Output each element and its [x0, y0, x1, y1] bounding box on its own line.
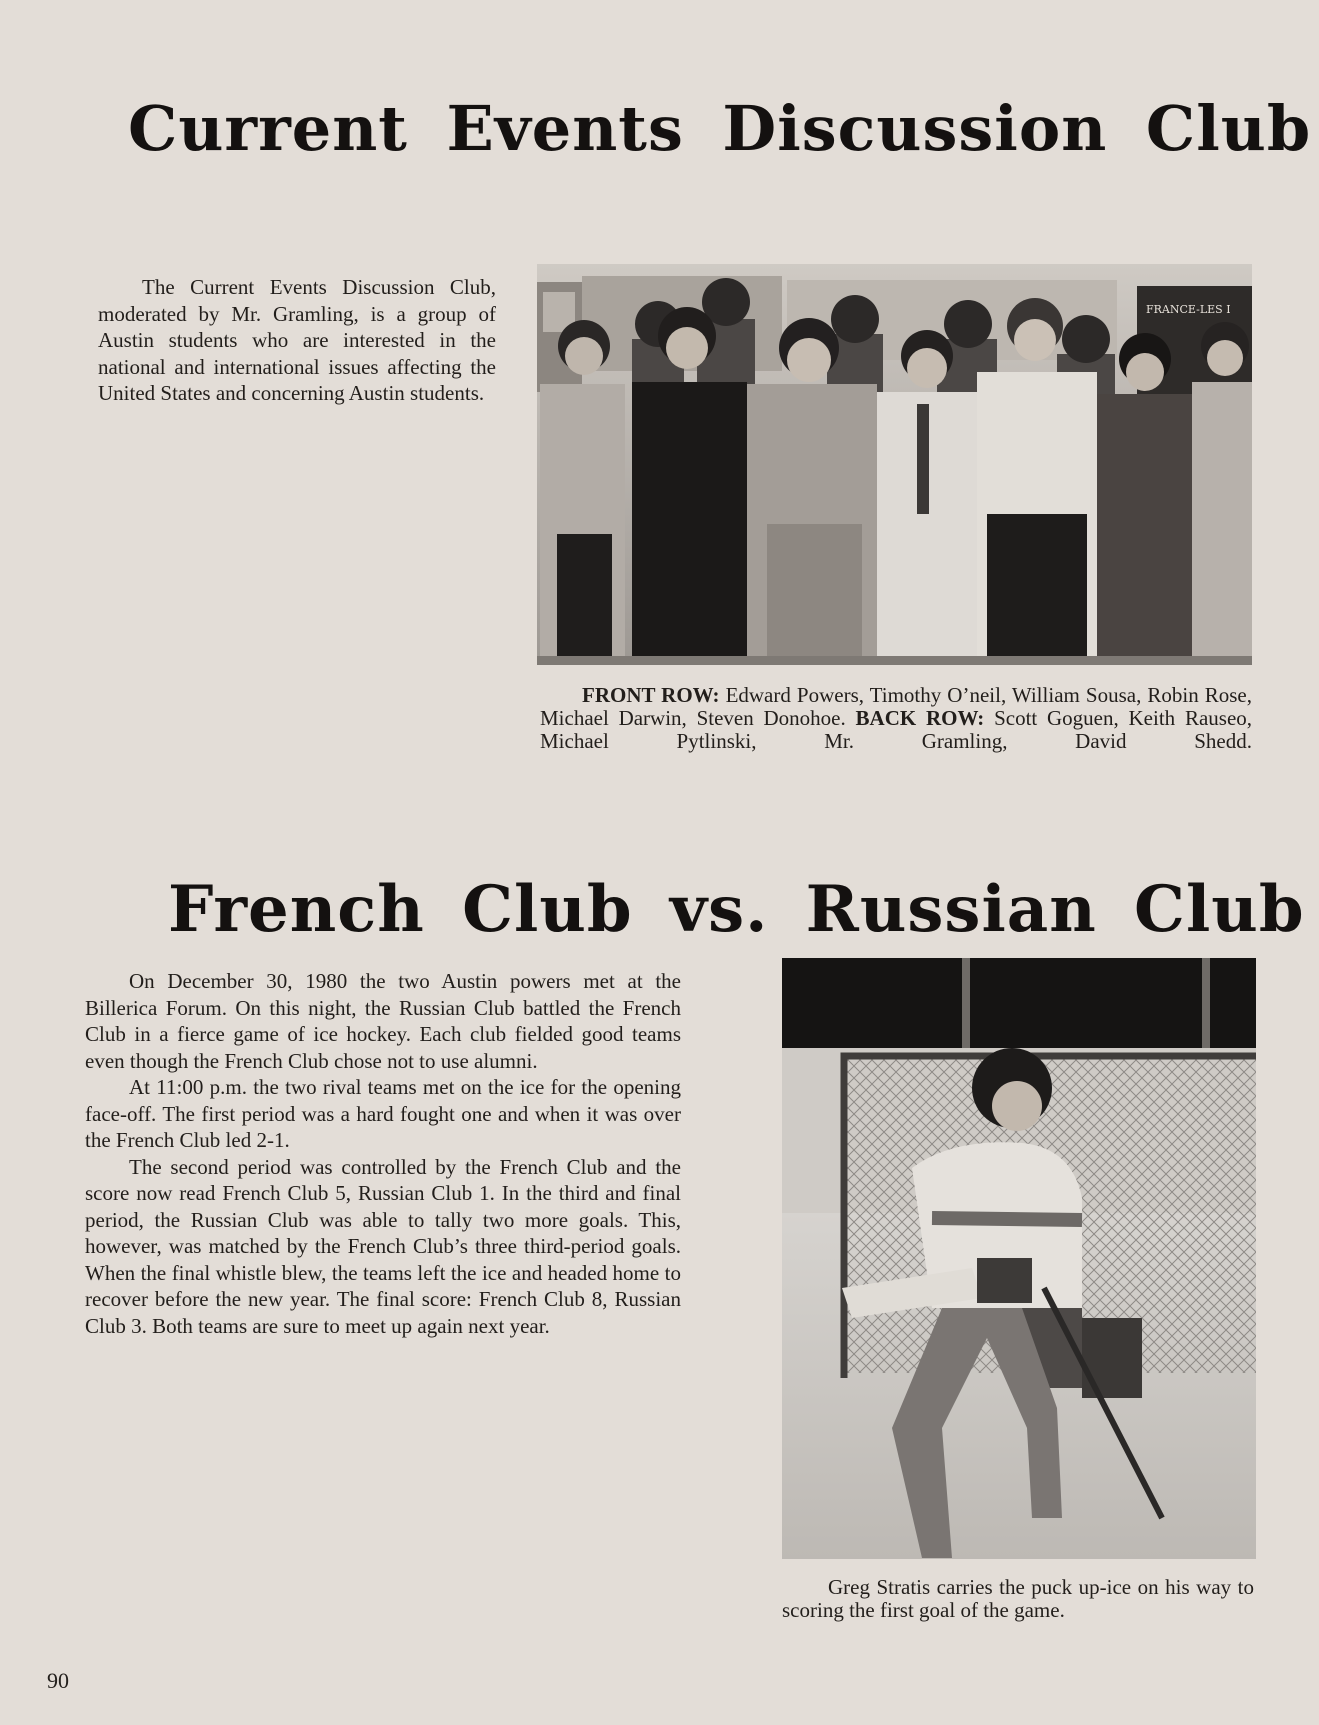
front-row-names: Edward Powers, Timothy O’neil, William Sousa, Robin Rose, Michael Darwin, Steven Donohoe. [540, 683, 1252, 730]
hockey-photo-caption: Greg Stratis carries the puck up-ice on his way to scoring the first goal of the game. [782, 1575, 1254, 1622]
club-group-photo [537, 264, 1252, 665]
wall-sign-text: FRANCE-LES I [1146, 303, 1231, 316]
current-events-intro: The Current Events Discussion Club, moderated by Mr. Gramling, is a group of Austin students who are interested in the national and international issues affecting the United States and concerning Austin students. [98, 275, 496, 405]
current-events-title: Current Events Discussion Club [128, 92, 1312, 165]
french-vs-russian-title: French Club vs. Russian Club [168, 872, 1305, 947]
back-row-names: Scott Goguen, Keith Rauseo, Michael Pytlinski, Mr. Gramling, David Shedd. [540, 706, 1253, 753]
back-row-label: BACK ROW: [855, 706, 985, 730]
article-paragraph: On December 30, 1980 the two Austin powers met at the Billerica Forum. On this night, the Russian Club battled the French Club in a fierce game of ice hockey. Each club fielded good teams even though the French Club chose not to use alumni. [85, 969, 681, 1073]
hockey-action-photo [782, 958, 1256, 1559]
hockey-article [85, 968, 681, 1339]
article-paragraph: The second period was controlled by the French Club and the score now read French Club 5, Russian Club 1. In the third and final period, the Russian Club was able to tally two more goals. This, however, was matched by the French Club’s three third-period goals. When the final whistle blew, the teams left the ice and headed home to recover before the new year. The final score: French Club 8, Russian Club 3. Both teams are sure to meet up again next year. [85, 1154, 681, 1338]
group-photo-caption [540, 684, 1252, 753]
article-paragraph: At 11:00 p.m. the two rival teams met on the ice for the opening face-off. The first period was a hard fought one and when it was over the French Club led 2-1. [85, 1075, 681, 1152]
front-row-label: FRONT ROW: [582, 683, 720, 707]
page-number: 90 [47, 1668, 69, 1693]
